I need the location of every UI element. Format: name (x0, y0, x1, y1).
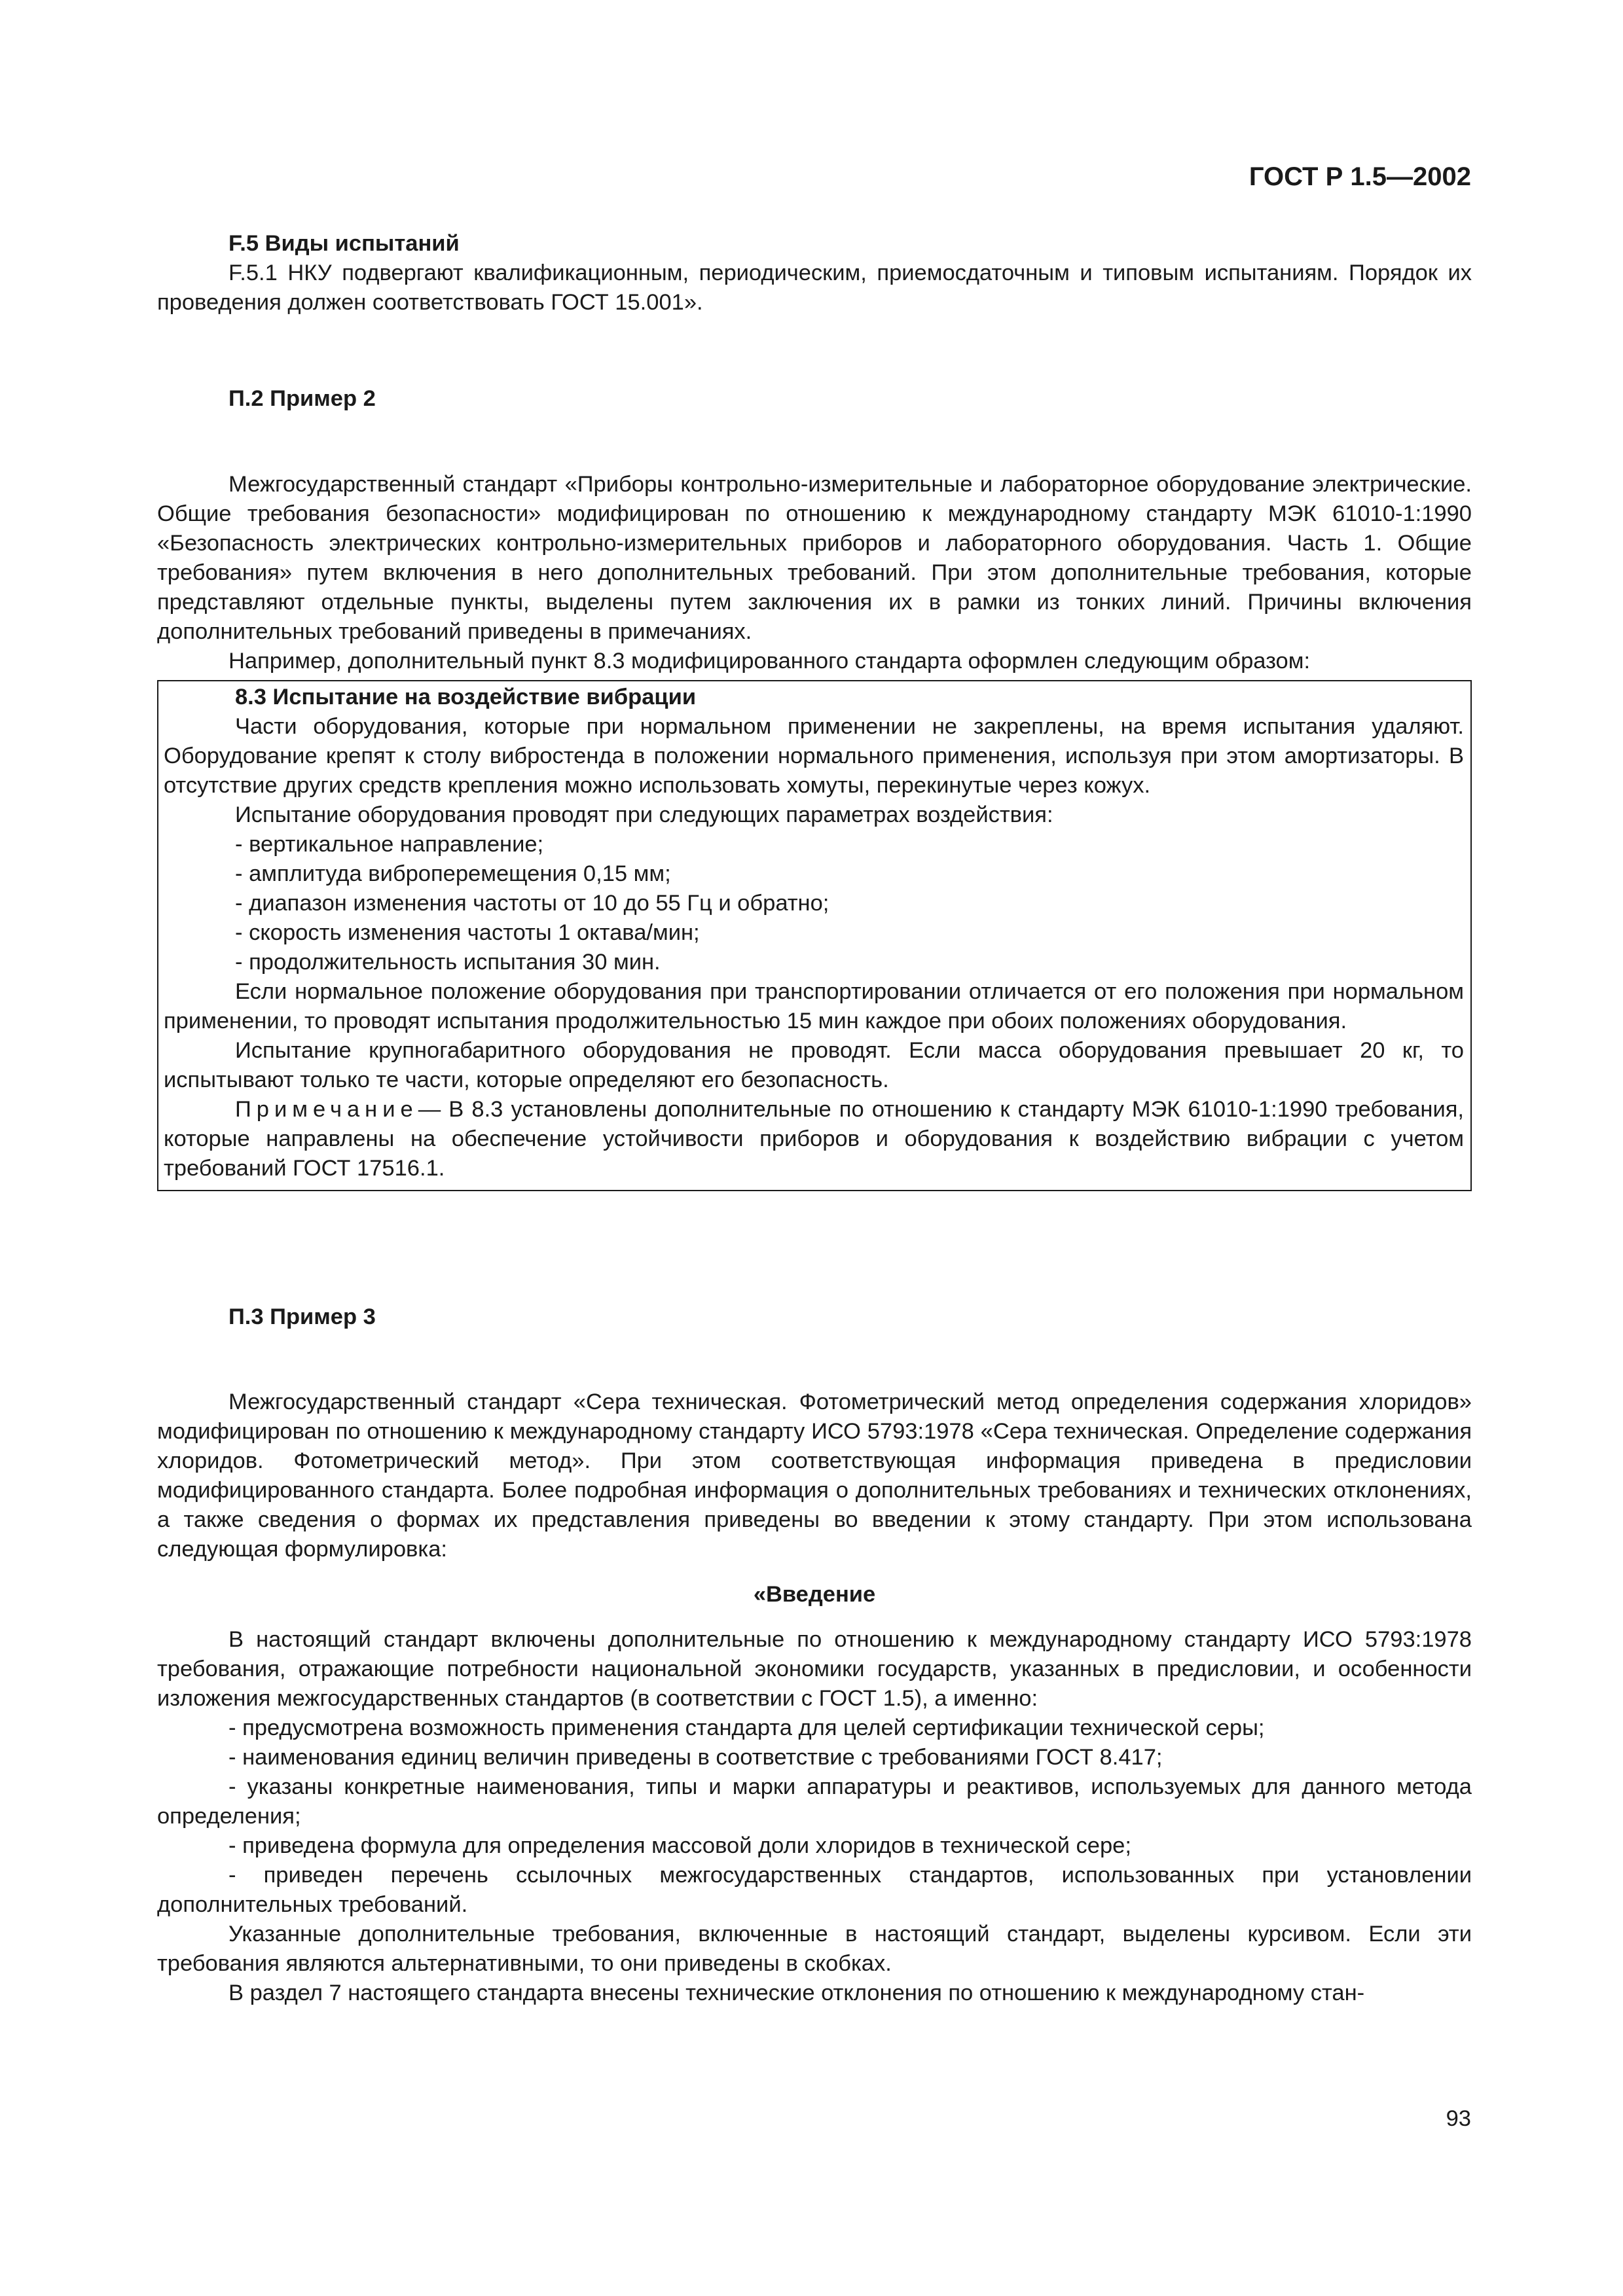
framed-clause-paragraph-3: Если нормальное положение оборудования при транспортировании отличается от его положения при нормальном применении, то проводят испытания продолжительностью 15 мин каждое при обоих положениях оборудования. (164, 979, 1464, 1033)
framed-clause-box (157, 680, 1472, 1191)
framed-clause-title: 8.3 Испытание на воздействие вибрации (235, 685, 697, 709)
framed-clause-list-item: - амплитуда виброперемещения 0,15 мм; (235, 861, 671, 886)
introduction-paragraph-3: В раздел 7 настоящего стандарта внесены технические отклонения по отношению к международному стан- (228, 1981, 1365, 2005)
introduction-list-item: - указаны конкретные наименования, типы и марки аппаратуры и реактивов, используемых для данного метода определения; (157, 1774, 1472, 1829)
introduction-list-item: - наименования единиц величин приведены в соответствие с требованиями ГОСТ 8.417; (228, 1745, 1163, 1770)
introduction-list-item: - предусмотрена возможность применения стандарта для целей сертификации технической серы; (228, 1715, 1265, 1740)
example-3 (157, 1388, 1472, 2008)
section-f5-title: F.5 Виды испытаний (228, 231, 460, 256)
example-2-paragraph-1: Межгосударственный стандарт «Приборы контрольно-измерительные и лабораторное оборудование электрические. Общие требования безопасности» модифицирован по отношению к международному стандарту МЭК 61010-1:1990 «Безопасность электрических контрольно-измерительных приборов и лабораторного оборудования. Часть 1. Общие требования» путем включения в него дополнительных требований. При этом дополнительные требования, которые представляют отдельные пункты, выделены путем заключения их в рамки из тонких линий. Причины включения дополнительных требований приведены в примечаниях. (157, 472, 1472, 644)
framed-clause-note (164, 1095, 1464, 1183)
introduction-title: «Введение (753, 1582, 876, 1607)
section-f5 (157, 229, 1472, 317)
framed-clause-paragraph-2: Испытание оборудования проводят при следующих параметрах воздействия: (235, 802, 1053, 827)
example-3-paragraph-1: Межгосударственный стандарт «Сера техническая. Фотометрический метод определения содержания хлоридов» модифицирован по отношению к международному стандарту ИСО 5793:1978 «Сера техническая. Определение содержания хлоридов. Фотометрический метод». При этом соответствующая информация приведена в предисловии модифицированного стандарта. Более подробная информация о дополнительных требованиях и технических отклонениях, а также сведения о формах их представления приведены во введении к этому стандарту. При этом использована следующая формулировка: (157, 1390, 1472, 1562)
example-3-title-wrap (157, 1302, 1472, 1332)
page-number: 93 (1446, 2106, 1471, 2131)
introduction-list-item: - приведен перечень ссылочных межгосударственных стандартов, использованных при установлении дополнительных требований. (157, 1863, 1472, 1917)
example-2-title: П.2 Пример 2 (228, 386, 376, 411)
introduction-paragraph-1: В настоящий стандарт включены дополнительные по отношению к международному стандарту ИСО 5793:1978 требования, отражающие потребности национальной экономики государств, указанных в предисловии, и особенности изложения межгосударственных стандартов (в соответствии с ГОСТ 1.5), а именно: (157, 1627, 1472, 1711)
framed-clause-paragraph-4: Испытание крупногабаритного оборудования не проводят. Если масса оборудования превышает 20 кг, то испытывают только те части, которые определяют его безопасность. (164, 1038, 1464, 1092)
example-2-paragraph-2: Например, дополнительный пункт 8.3 модифицированного стандарта оформлен следующим образом: (228, 649, 1311, 673)
example-2-title-wrap (157, 384, 1472, 414)
framed-clause-list-item: - скорость изменения частоты 1 октава/мин; (235, 920, 700, 945)
note-text: — В 8.3 установлены дополнительные по отношению к стандарту МЭК 61010-1:1990 требования, которые направлены на обеспечение устойчивости приборов и оборудования к воздействию вибрации с учетом требований ГОСТ 17516.1. (164, 1097, 1464, 1181)
document-id: ГОСТ Р 1.5—2002 (1249, 162, 1471, 191)
example-2 (157, 470, 1472, 1191)
introduction-list-item: - приведена формула для определения массовой доли хлоридов в технической сере; (228, 1833, 1131, 1858)
framed-clause-paragraph-1: Части оборудования, которые при нормальном применении не закреплены, на время испытания удаляют. Оборудование крепят к столу вибростенда в положении нормального применения, используя при этом амортизаторы. В отсутствие других средств крепления можно использовать хомуты, перекинутые через кожух. (164, 714, 1464, 798)
framed-clause-list-item: - вертикальное направление; (235, 832, 544, 857)
note-label: Примечание (235, 1097, 418, 1122)
introduction-paragraph-2: Указанные дополнительные требования, включенные в настоящий стандарт, выделены курсивом. Если эти требования являются альтернативными, то они приведены в скобках. (157, 1922, 1472, 1976)
example-3-title: П.3 Пример 3 (228, 1304, 376, 1329)
framed-clause-list-item: - продолжительность испытания 30 мин. (235, 950, 661, 975)
framed-clause-list-item: - диапазон изменения частоты от 10 до 55 Гц и обратно; (235, 891, 830, 916)
section-f5-paragraph: F.5.1 НКУ подвергают квалификационным, периодическим, приемосдаточным и типовым испытаниям. Порядок их проведения должен соответствовать ГОСТ 15.001». (157, 260, 1472, 315)
